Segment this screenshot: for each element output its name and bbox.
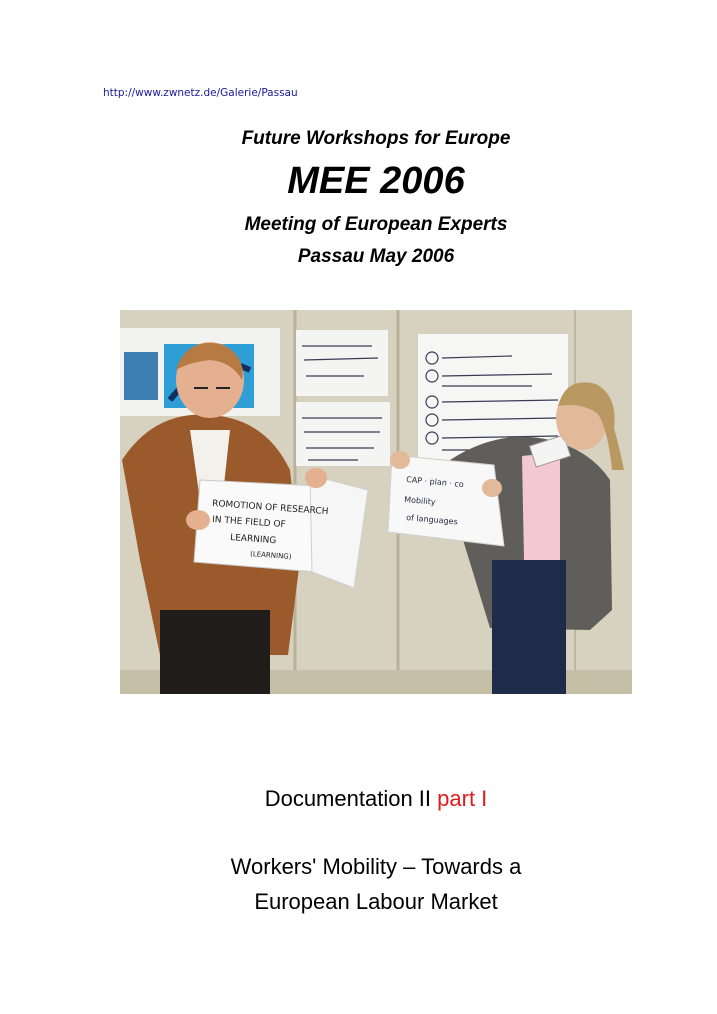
documentation-label: Documentation II	[264, 786, 432, 811]
source-url-link[interactable]: http://www.zwnetz.de/Galerie/Passau	[103, 87, 298, 99]
meeting-name: Meeting of European Experts	[244, 214, 508, 235]
workshop-photo-illustration	[120, 310, 632, 694]
document-title: MEE 2006	[287, 160, 465, 202]
workshop-photo	[120, 310, 632, 694]
left-sheet-line-1: ROMOTION OF RESEARCH	[211, 499, 329, 518]
svg-text:of languages: of languages	[405, 513, 459, 527]
topic-line-2: European Labour Market	[254, 889, 498, 914]
series-title: Future Workshops for Europe	[241, 128, 511, 149]
left-sheet-line-3: LEARNING	[229, 533, 277, 547]
place-date: Passau May 2006	[297, 246, 455, 267]
documentation-part: part I	[437, 786, 488, 811]
topic-line-1: Workers' Mobility – Towards a	[230, 854, 522, 879]
right-sheet-text: Mobility	[403, 495, 436, 507]
svg-text:CAP · plan · co: CAP · plan · co	[405, 475, 465, 490]
left-sheet-line-4: (LEARNING)	[249, 550, 292, 561]
left-sheet-line-2: IN THE FIELD OF	[211, 515, 286, 531]
documentation-line	[0, 786, 717, 812]
